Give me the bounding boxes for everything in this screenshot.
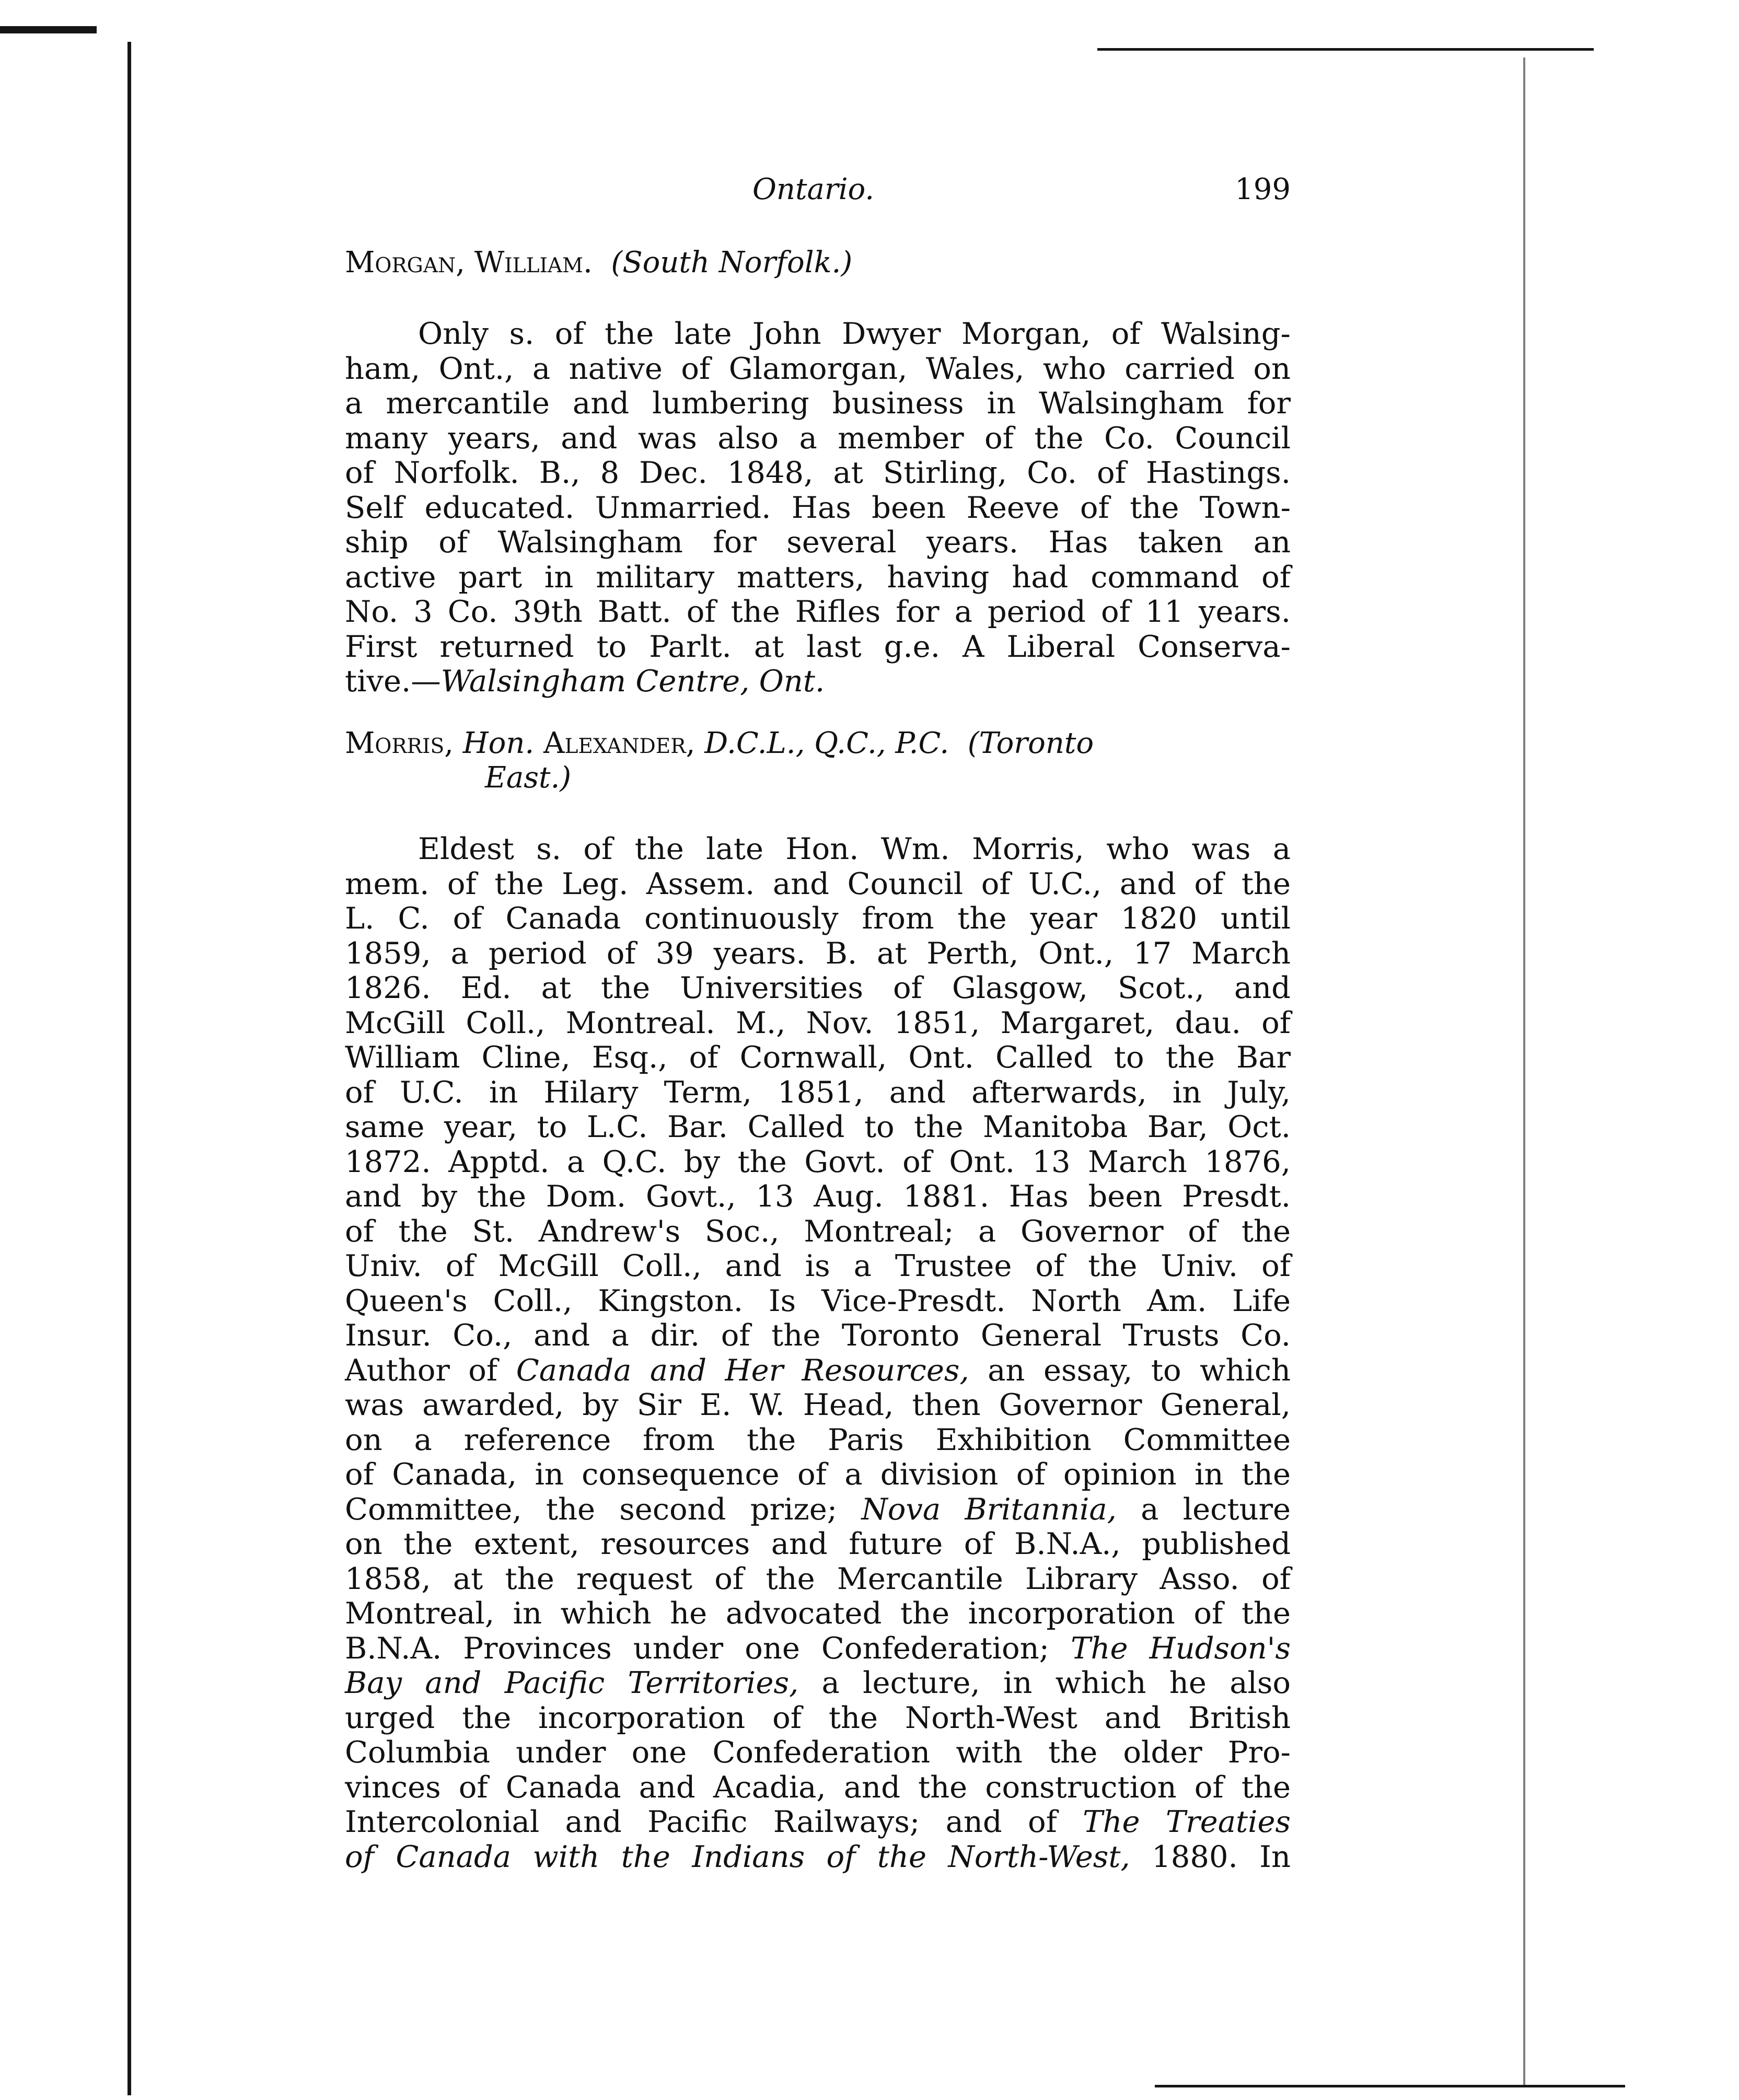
body-line: vinces of Canada and Acadia, and the construction of the [345, 1769, 1291, 1805]
constituency: (Toronto [967, 726, 1094, 760]
body-line [345, 1353, 1291, 1388]
body-line: of the St. Andrew's Soc., Montreal; a Governor of the [345, 1213, 1291, 1249]
body-line [345, 1805, 1291, 1840]
body-line [345, 1492, 1291, 1527]
body-line [345, 664, 1291, 699]
titles: D.C.L., Q.C., P.C. [704, 726, 949, 760]
body-text: 1880. In [1130, 1839, 1291, 1874]
member-name: Morgan, William. [345, 246, 593, 280]
body-text: a lecture [1116, 1491, 1291, 1527]
body-line [345, 1631, 1291, 1666]
body-line: Eldest s. of the late Hon. Wm. Morris, who was a [418, 831, 1291, 866]
constituency: (South Norfolk.) [611, 246, 853, 280]
body-line: ham, Ont., a native of Glamorgan, Wales, who carried on [345, 351, 1291, 386]
body-text: Committee, the second prize; [345, 1491, 862, 1527]
body-line: a mercantile and lumbering business in Walsingham for [345, 386, 1291, 421]
body-line: Queen's Coll., Kingston. Is Vice-Presdt. North Am. Life [345, 1283, 1291, 1318]
body-line: same year, to L.C. Bar. Called to the Manitoba Bar, Oct. [345, 1109, 1291, 1144]
body-line: 1859, a period of 39 years. B. at Perth, Ont., 17 March [345, 935, 1291, 971]
book-title: of Canada with the Indians of the North-West, [345, 1839, 1130, 1874]
body-line: Univ. of McGill Coll., and is a Trustee of the Univ. of [345, 1248, 1291, 1283]
body-line: of U.C. in Hilary Term, 1851, and afterwards, in July, [345, 1074, 1291, 1110]
page-header [345, 172, 1291, 214]
body-line: 1858, at the request of the Mercantile Library Asso. of [345, 1561, 1291, 1596]
body-line: mem. of the Leg. Assem. and Council of U.C., and of the [345, 866, 1291, 901]
entry-morgan [345, 246, 1291, 699]
body-line: was awarded, by Sir E. W. Head, then Governor General, [345, 1387, 1291, 1422]
body-text: B.N.A. Provinces under one Confederation; [345, 1630, 1071, 1666]
body-line: active part in military matters, having had command of [345, 559, 1291, 595]
body-line: Only s. of the late John Dwyer Morgan, of Walsing- [418, 316, 1291, 351]
scan-top-rule [1097, 48, 1594, 51]
body-line: and by the Dom. Govt., 13 Aug. 1881. Has been Presdt. [345, 1179, 1291, 1214]
body-line: on the extent, resources and future of B.N.A., published [345, 1526, 1291, 1561]
body-line: Self educated. Unmarried. Has been Reeve of the Town- [345, 490, 1291, 525]
body-line: of Norfolk. B., 8 Dec. 1848, at Stirling, Co. of Hastings. [345, 455, 1291, 490]
member-name: Morris, [345, 726, 454, 760]
body-text: an essay, to which [969, 1352, 1291, 1388]
body-line: L. C. of Canada continuously from the year 1820 until [345, 901, 1291, 936]
constituency-continued: East.) [485, 761, 572, 795]
body-line: McGill Coll., Montreal. M., Nov. 1851, Margaret, dau. of [345, 1005, 1291, 1040]
body-line: Montreal, in which he advocated the incorporation of the [345, 1596, 1291, 1631]
book-title: Bay and Pacific Territories, [345, 1665, 799, 1700]
body-line: Columbia under one Confederation with the older Pro- [345, 1735, 1291, 1770]
running-head: Ontario. [752, 172, 875, 206]
book-title: The Hudson's [1071, 1630, 1291, 1666]
body-line: 1872. Apptd. a Q.C. by the Govt. of Ont. 13 March 1876, [345, 1144, 1291, 1179]
book-title: The Treaties [1083, 1804, 1291, 1839]
body-text: Author of [345, 1352, 516, 1388]
body-line [345, 1840, 1291, 1875]
page-number: 199 [1235, 172, 1291, 206]
scan-right-rule [1523, 57, 1525, 2085]
body-line: ship of Walsingham for several years. Has taken an [345, 525, 1291, 560]
entry-body [345, 317, 1291, 699]
body-line: urged the incorporation of the North-West and British [345, 1700, 1291, 1735]
given-name: Alexander, [543, 726, 695, 760]
body-line: First returned to Parlt. at last g.e. A Liberal Conserva- [345, 629, 1291, 664]
scan-left-rule [127, 42, 131, 2095]
scan-corner-mark [0, 26, 97, 33]
body-line: Insur. Co., and a dir. of the Toronto General Trusts Co. [345, 1318, 1291, 1353]
body-text: a lecture, in which he also [798, 1665, 1291, 1700]
book-title: Canada and Her Resources, [516, 1352, 969, 1388]
body-line: many years, and was also a member of the Co. Council [345, 420, 1291, 456]
residence: Walsingham Centre, Ont. [440, 664, 825, 699]
scan-bottom-rule [1155, 2085, 1625, 2087]
body-line: on a reference from the Paris Exhibition Committee [345, 1422, 1291, 1457]
book-title: Nova Britannia, [861, 1491, 1117, 1527]
entry-body [345, 832, 1291, 1874]
entry-heading [345, 246, 1291, 280]
body-line: No. 3 Co. 39th Batt. of the Rifles for a period of 11 years. [345, 594, 1291, 629]
body-line: 1826. Ed. at the Universities of Glasgow, Scot., and [345, 970, 1291, 1005]
entry-morris [345, 726, 1291, 1874]
body-line [345, 1666, 1291, 1701]
entry-heading [345, 726, 1291, 795]
honorific: Hon. [462, 726, 535, 760]
body-text: tive.— [345, 664, 441, 699]
body-text: Intercolonial and Pacific Railways; and of [345, 1804, 1083, 1839]
body-line: of Canada, in consequence of a division of opinion in the [345, 1457, 1291, 1492]
body-line: William Cline, Esq., of Cornwall, Ont. Called to the Bar [345, 1040, 1291, 1075]
